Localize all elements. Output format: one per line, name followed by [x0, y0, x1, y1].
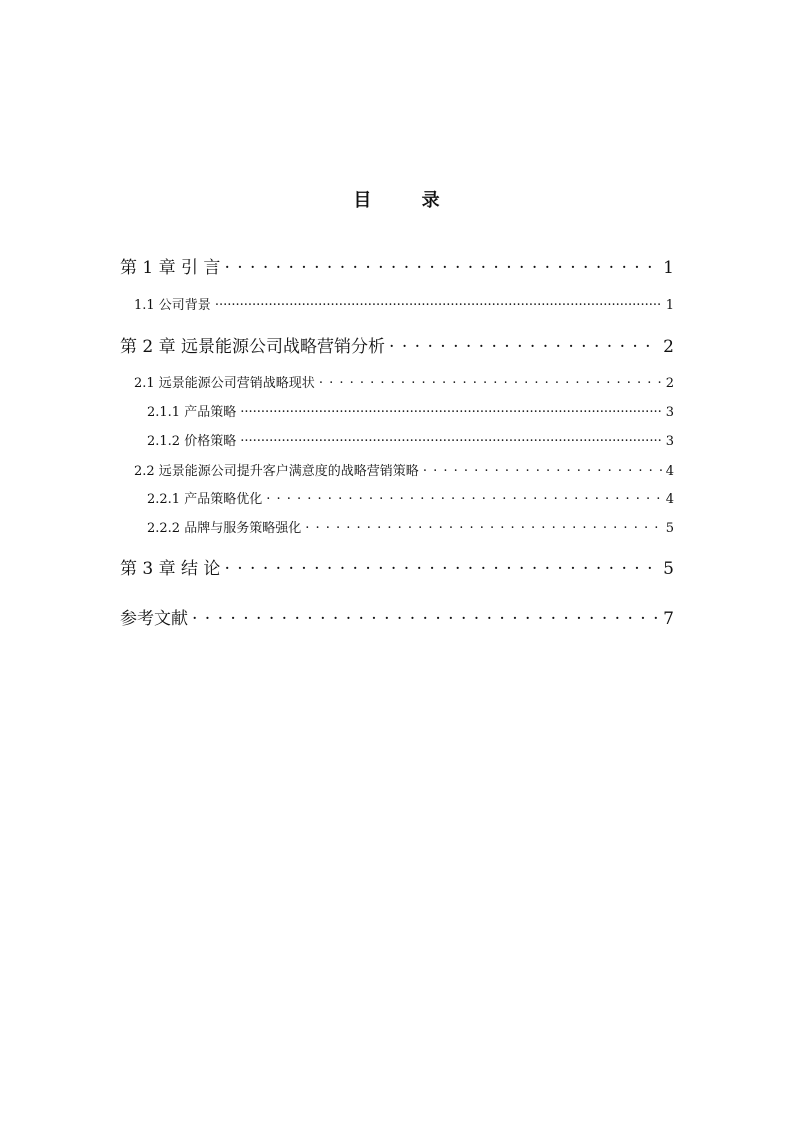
toc-page-number: 3 — [665, 434, 674, 449]
toc-entry-chapter-3[interactable] — [120, 554, 674, 579]
toc-page-number: 4 — [665, 492, 674, 507]
toc-entry-section-2-1-2[interactable] — [147, 430, 674, 449]
toc-leader-dots — [266, 490, 662, 503]
toc-entry-references[interactable] — [120, 604, 674, 629]
toc-entry-section-2-2[interactable] — [134, 460, 674, 479]
toc-entry-label: 2.1.1 产品策略 — [147, 405, 237, 420]
toc-entry-label: 第 2 章 远景能源公司战略营销分析 — [120, 337, 386, 357]
toc-page-number: 1 — [665, 298, 674, 313]
toc-page-number: 3 — [665, 405, 674, 420]
toc-page-number: 4 — [665, 464, 674, 479]
toc-entry-section-1-1[interactable] — [134, 294, 674, 313]
toc-leader-dots — [224, 256, 659, 273]
toc-leader-dots — [224, 557, 659, 574]
toc-entry-label: 2.2.1 产品策略优化 — [147, 492, 263, 507]
toc-title: 目 录 — [353, 190, 462, 211]
toc-entry-section-2-1-1[interactable] — [147, 401, 674, 420]
toc-page-number: 2 — [663, 337, 674, 357]
toc-leader-dots — [240, 432, 662, 445]
toc-entry-section-2-2-1[interactable] — [147, 488, 674, 507]
toc-leader-dots — [389, 335, 659, 352]
toc-entry-label: 2.1 远景能源公司营销战略现状 — [134, 376, 315, 391]
toc-entry-label: 参考文献 — [120, 609, 188, 629]
toc-entry-section-2-2-2[interactable] — [147, 517, 674, 536]
toc-page-number: 1 — [663, 258, 674, 278]
toc-entry-chapter-2[interactable] — [120, 332, 674, 357]
toc-entry-label: 2.2.2 品牌与服务策略强化 — [147, 521, 302, 536]
toc-page-number: 7 — [663, 609, 674, 629]
toc-leader-dots — [305, 519, 662, 532]
toc-entry-label: 2.1.2 价格策略 — [147, 434, 237, 449]
toc-entry-label: 1.1 公司背景 — [134, 298, 211, 313]
toc-leader-dots — [423, 462, 662, 475]
toc-page-number: 2 — [665, 376, 674, 391]
toc-entry-section-2-1[interactable] — [134, 372, 674, 391]
toc-entry-label: 第 1 章 引 言 — [120, 258, 221, 278]
toc-page-number: 5 — [665, 521, 674, 536]
toc-entry-label: 2.2 远景能源公司提升客户满意度的战略营销策略 — [134, 464, 419, 479]
toc-leader-dots — [240, 403, 662, 416]
toc-entry-chapter-1[interactable] — [120, 253, 674, 278]
toc-page-number: 5 — [663, 559, 674, 579]
toc-entry-label: 第 3 章 结 论 — [120, 559, 221, 579]
toc-leader-dots — [319, 374, 662, 387]
toc-leader-dots — [215, 296, 662, 309]
toc-leader-dots — [192, 607, 659, 624]
